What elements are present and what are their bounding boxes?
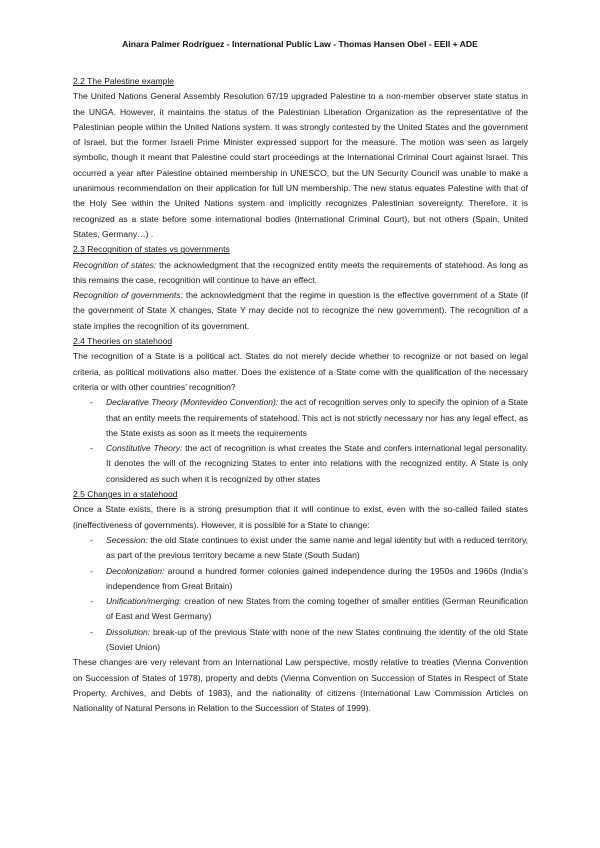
changes-list <box>73 533 528 655</box>
document-body <box>73 74 528 716</box>
definition-unification: creation of new States from the coming together of smaller entities (German Reunification of East and West Germany) <box>106 596 528 622</box>
term-decolonization: Decolonization: <box>106 565 165 576</box>
term-unification: Unification/merging: <box>106 596 182 607</box>
definition-decolonization: around a hundred former colonies gained independence during the 1950s and 1960s (India’s independence from Great Britain) <box>106 565 528 591</box>
paragraph-recognition-governments <box>73 288 528 334</box>
definition-dissolution: break-up of the previous State with none of the new States continuing the identity of the old State (Soviet Union) <box>106 626 528 652</box>
section-heading-palestine: 2.2 The Palestine example <box>73 76 175 86</box>
definition-recognition-states: the acknowledgment that the recognized entity meets the requirements of statehood. As long as this remains the case, recognition will continue to have an effect. <box>73 259 528 285</box>
bullet-dash: - <box>90 534 93 545</box>
term-constitutive-theory: Constitutive Theory: <box>106 443 183 454</box>
definition-recognition-governments: the acknowledgment that the regime in question is the effective government of a State (if the government of State X changes, State Y may decide not to recognize the new government). The recognition of a state implies the recognition of its government. <box>73 290 528 331</box>
paragraph-theories-intro: The recognition of a State is a political act. States do not merely decide whether to recognize or not based on legal criteria, as political motivations also matter. Does the existence of a State come with the qualification of the necessary criteria or with other countries’ recognition? <box>73 351 528 392</box>
list-item <box>90 625 528 656</box>
page-header: Ainara Palmer Rodríguez - International Public Law - Thomas Hansen Obel - EEII + ADE <box>122 39 478 49</box>
term-recognition-governments: Recognition of governments: <box>73 290 183 301</box>
bullet-dash: - <box>90 443 93 454</box>
term-secession: Secession: <box>106 534 148 545</box>
bullet-dash: - <box>90 397 93 408</box>
list-item <box>90 564 528 595</box>
list-item <box>90 533 528 564</box>
definition-declarative-theory: the act of recognition serves only to specify the opinion of a State that an entity meets the requirements of statehood. This act is not strictly necessary nor has any legal effect, as the State exists as soon as it meets the requirements <box>106 397 528 438</box>
term-recognition-states: Recognition of states: <box>73 259 157 270</box>
bullet-dash: - <box>90 596 93 607</box>
term-dissolution: Dissolution: <box>106 626 151 637</box>
definition-secession: the old State continues to exist under the same name and legal identity but with a reduced territory, as part of the previous territory became a new State (South Sudan) <box>106 534 528 561</box>
paragraph-recognition-states <box>73 258 528 289</box>
list-item <box>90 395 528 441</box>
list-item <box>90 594 528 625</box>
definition-constitutive-theory: the act of recognition is what creates the State and confers international legal personality. It denotes the will of the recognizing States to enter into relations with the recognized entity. A State is only considered as such when it is recognized by other states <box>106 443 528 484</box>
section-heading-theories: 2.4 Theories on statehood <box>73 336 173 347</box>
term-declarative-theory: Declarative Theory (Montevideo Convention): <box>106 397 279 408</box>
paragraph-palestine: The United Nations General Assembly Resolution 67/19 upgraded Palestine to a non-member observer state status in the UNGA. However, it maintains the status of the Palestinian Liberation Organization as the representative of the Palestinian people within the United Nations system. It was strongly contested by the United States and the government of Israel, but the former Israeli Prime Minister expressed support for the measure. The motion was seen as largely symbolic, though it meant that Palestine could start proceedings at the International Criminal Court against Israel. This occurred a year after Palestine obtained membership in UNESCO, but the UN Security Council was unable to make a unanimous recommendation on their application for full UN membership. The new status equates Palestine with that of the Holy See within the United Nations system and implicitly recognizes Palestinian sovereignty. Therefore, it is recognized as a state before some international bodies (International Criminal Court), but not others (Spain, United States, Germany…) . <box>73 91 528 239</box>
section-heading-changes: 2.5 Changes in a statehood <box>73 489 178 500</box>
paragraph-changes-closing: These changes are very relevant from an International Law perspective, mostly relative to treaties (Vienna Convention on Succession of States of 1978), property and debts (Vienna Convention on Succession of States in Respect of State Property, Archives, and Debts of 1983), and the nationality of citizens (International Law Commission Articles on Nationality of Natural Persons in Relation to the Succession of States of 1999). <box>73 657 528 714</box>
bullet-dash: - <box>90 626 93 637</box>
theories-list <box>73 395 528 487</box>
list-item <box>90 441 528 487</box>
section-heading-recognition: 2.3 Recognition of states vs governments <box>73 244 230 255</box>
bullet-dash: - <box>90 565 93 576</box>
paragraph-changes-intro: Once a State exists, there is a strong presumption that it will continue to exist, even with the so-called failed states (ineffectiveness of governments). However, it is possible for a State to change: <box>73 504 528 530</box>
